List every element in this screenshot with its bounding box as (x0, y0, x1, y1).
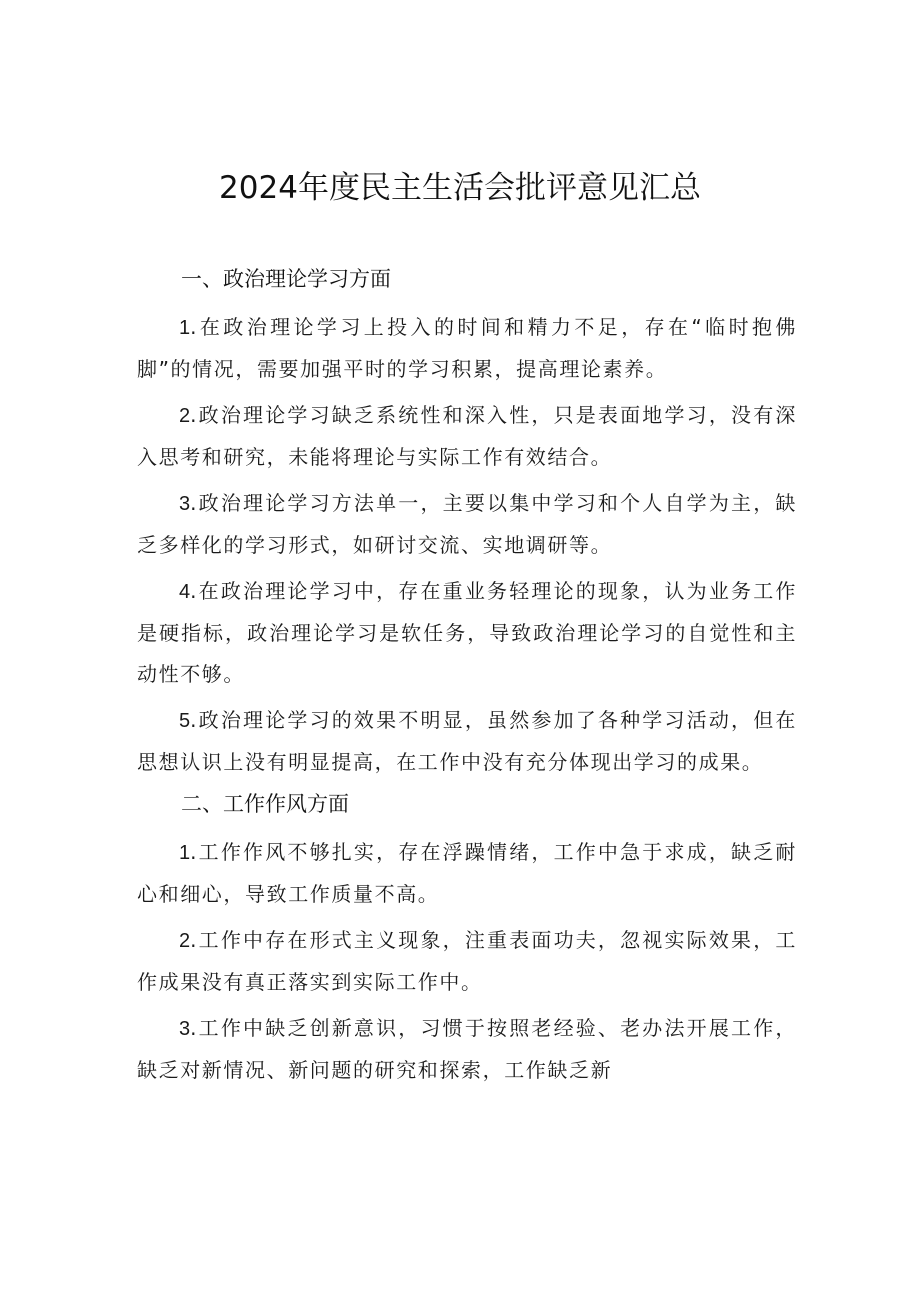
item-number: 2 (179, 930, 191, 952)
item-number: 5 (179, 710, 191, 732)
list-item (137, 571, 797, 695)
section-heading: 一、政治理论学习方面 (181, 267, 391, 291)
list-item (137, 307, 797, 390)
item-number: 1 (179, 317, 191, 339)
document-title: 2024年度民主生活会批评意见汇总 (219, 170, 701, 206)
item-text: .工作中存在形式主义现象，注重表面功夫，忽视实际效果，工作成果没有真正落实到实际工作中。 (137, 928, 797, 994)
item-text: .在政治理论学习上投入的时间和精力不足，存在“临时抱佛脚”的情况，需要加强平时的学习积累，提高理论素养。 (137, 315, 797, 381)
list-item (137, 832, 797, 915)
item-number: 3 (179, 493, 191, 515)
list-item (137, 920, 797, 1003)
section-heading: 二、工作作风方面 (181, 792, 349, 816)
item-text: .政治理论学习的效果不明显，虽然参加了各种学习活动，但在思想认识上没有明显提高，在工作中没有充分体现出学习的成果。 (137, 708, 797, 774)
list-item (137, 700, 797, 783)
item-text: .政治理论学习缺乏系统性和深入性，只是表面地学习，没有深入思考和研究，未能将理论与实际工作有效结合。 (137, 403, 797, 469)
item-text: .在政治理论学习中，存在重业务轻理论的现象，认为业务工作是硬指标，政治理论学习是软任务，导致政治理论学习的自觉性和主动性不够。 (137, 579, 797, 686)
item-text: .政治理论学习方法单一，主要以集中学习和个人自学为主，缺乏多样化的学习形式，如研讨交流、实地调研等。 (137, 491, 797, 557)
item-text: .工作中缺乏创新意识，习惯于按照老经验、老办法开展工作，缺乏对新情况、新问题的研究和探索，工作缺乏新 (137, 1016, 797, 1082)
list-item (137, 483, 797, 566)
item-number: 3 (179, 1018, 191, 1040)
section-work-style (137, 788, 797, 1091)
document-body (137, 263, 797, 1096)
list-item (137, 1008, 797, 1091)
item-text: .工作作风不够扎实，存在浮躁情绪，工作中急于求成，缺乏耐心和细心，导致工作质量不高。 (137, 840, 797, 906)
item-number: 1 (179, 842, 191, 864)
section-political-theory (137, 263, 797, 783)
item-number: 4 (179, 581, 191, 603)
item-number: 2 (179, 405, 191, 427)
list-item (137, 395, 797, 478)
